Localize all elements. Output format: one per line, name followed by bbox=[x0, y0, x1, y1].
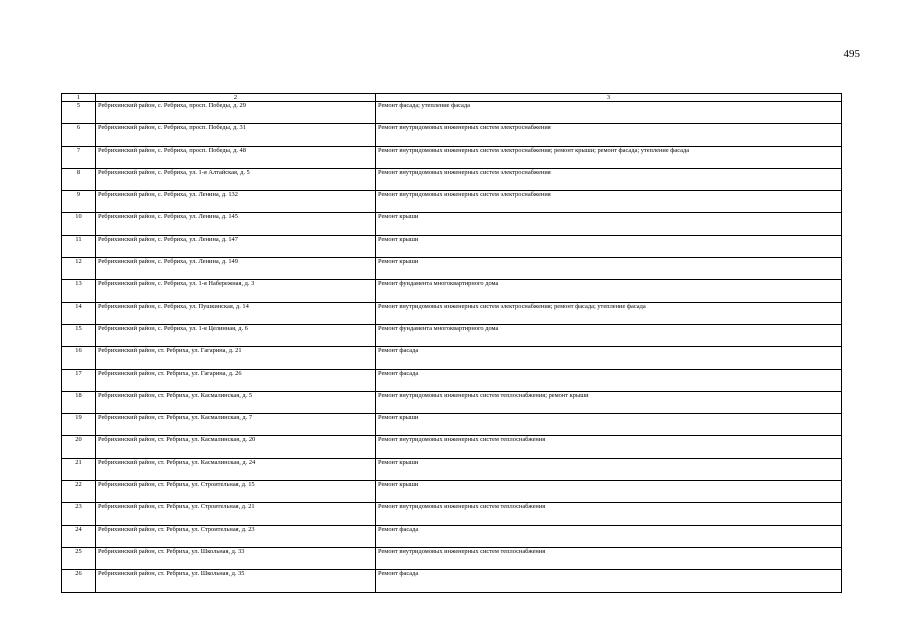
address-cell: Ребрихинский район, с. Ребриха, ул. Ленина, д. 147 bbox=[96, 235, 376, 257]
row-number-cell: 11 bbox=[62, 235, 96, 257]
address-cell: Ребрихинский район, ст. Ребриха, ул. Касмалинская, д. 20 bbox=[96, 436, 376, 458]
address-cell: Ребрихинский район, с. Ребриха, просп. Победы, д. 31 bbox=[96, 124, 376, 146]
address-cell: Ребрихинский район, ст. Ребриха, ул. Строительная, д. 23 bbox=[96, 525, 376, 547]
works-cell: Ремонт внутридомовых инженерных систем электроснабжения bbox=[376, 191, 842, 213]
table-row bbox=[62, 280, 842, 302]
address-cell: Ребрихинский район, ст. Ребриха, ул. Гагарина, д. 26 bbox=[96, 369, 376, 391]
row-number-cell: 20 bbox=[62, 436, 96, 458]
address-cell: Ребрихинский район, с. Ребриха, ул. 1-я Целинная, д. 6 bbox=[96, 324, 376, 346]
row-number-cell: 13 bbox=[62, 280, 96, 302]
table-body bbox=[62, 94, 842, 593]
row-number-cell: 12 bbox=[62, 258, 96, 280]
row-number-cell: 24 bbox=[62, 525, 96, 547]
row-number-cell: 5 bbox=[62, 102, 96, 124]
row-number-cell: 23 bbox=[62, 503, 96, 525]
works-cell: Ремонт внутридомовых инженерных систем теплоснабжения bbox=[376, 436, 842, 458]
works-cell: Ремонт крыши bbox=[376, 213, 842, 235]
row-number-cell: 17 bbox=[62, 369, 96, 391]
table-row bbox=[62, 124, 842, 146]
works-cell: Ремонт фасада bbox=[376, 570, 842, 592]
table-row bbox=[62, 481, 842, 503]
works-cell: Ремонт крыши bbox=[376, 258, 842, 280]
row-number-cell: 18 bbox=[62, 391, 96, 413]
works-cell: Ремонт внутридомовых инженерных систем электроснабжения bbox=[376, 124, 842, 146]
row-number-cell: 15 bbox=[62, 324, 96, 346]
address-cell: Ребрихинский район, с. Ребриха, ул. 1-я Алтайская, д. 5 bbox=[96, 168, 376, 190]
works-cell: Ремонт внутридомовых инженерных систем теплоснабжения; ремонт крыши bbox=[376, 391, 842, 413]
address-cell: Ребрихинский район, ст. Ребриха, ул. Строительная, д. 21 bbox=[96, 503, 376, 525]
column-header-2: 2 bbox=[96, 94, 376, 102]
row-number-cell: 14 bbox=[62, 302, 96, 324]
works-cell: Ремонт фундамента многоквартирного дома bbox=[376, 324, 842, 346]
address-cell: Ребрихинский район, ст. Ребриха, ул. Касмалинская, д. 24 bbox=[96, 458, 376, 480]
table-row bbox=[62, 146, 842, 168]
table-header-row bbox=[62, 94, 842, 102]
row-number-cell: 22 bbox=[62, 481, 96, 503]
works-cell: Ремонт крыши bbox=[376, 414, 842, 436]
address-cell: Ребрихинский район, ст. Ребриха, ул. Строительная, д. 15 bbox=[96, 481, 376, 503]
works-cell: Ремонт фасада bbox=[376, 525, 842, 547]
works-cell: Ремонт крыши bbox=[376, 235, 842, 257]
address-cell: Ребрихинский район, ст. Ребриха, ул. Школьная, д. 35 bbox=[96, 570, 376, 592]
table-row bbox=[62, 102, 842, 124]
address-cell: Ребрихинский район, ст. Ребриха, ул. Касмалинская, д. 7 bbox=[96, 414, 376, 436]
row-number-cell: 10 bbox=[62, 213, 96, 235]
table-row bbox=[62, 570, 842, 592]
works-cell: Ремонт внутридомовых инженерных систем электроснабжения; ремонт фасада; утепление фасада bbox=[376, 302, 842, 324]
works-cell: Ремонт внутридомовых инженерных систем теплоснабжения bbox=[376, 503, 842, 525]
row-number-cell: 6 bbox=[62, 124, 96, 146]
table-row bbox=[62, 235, 842, 257]
works-cell: Ремонт внутридомовых инженерных систем электроснабжения; ремонт крыши; ремонт фасада; утепление фасада bbox=[376, 146, 842, 168]
address-cell: Ребрихинский район, с. Ребриха, ул. Ленина, д. 145 bbox=[96, 213, 376, 235]
table-row bbox=[62, 168, 842, 190]
row-number-cell: 7 bbox=[62, 146, 96, 168]
works-cell: Ремонт фасада; утепление фасада bbox=[376, 102, 842, 124]
row-number-cell: 8 bbox=[62, 168, 96, 190]
column-header-3: 3 bbox=[376, 94, 842, 102]
table-row bbox=[62, 324, 842, 346]
works-cell: Ремонт крыши bbox=[376, 458, 842, 480]
works-cell: Ремонт фасада bbox=[376, 369, 842, 391]
page-number: 495 bbox=[843, 48, 860, 60]
table-row bbox=[62, 458, 842, 480]
table-row bbox=[62, 436, 842, 458]
row-number-cell: 19 bbox=[62, 414, 96, 436]
works-cell: Ремонт крыши bbox=[376, 481, 842, 503]
table-row bbox=[62, 302, 842, 324]
address-cell: Ребрихинский район, с. Ребриха, ул. Ленина, д. 149 bbox=[96, 258, 376, 280]
table-row bbox=[62, 391, 842, 413]
column-header-1: 1 bbox=[62, 94, 96, 102]
row-number-cell: 26 bbox=[62, 570, 96, 592]
table-row bbox=[62, 369, 842, 391]
row-number-cell: 21 bbox=[62, 458, 96, 480]
address-cell: Ребрихинский район, с. Ребриха, ул. Ленина, д. 132 bbox=[96, 191, 376, 213]
works-cell: Ремонт фундамента многоквартирного дома bbox=[376, 280, 842, 302]
table-row bbox=[62, 191, 842, 213]
table-row bbox=[62, 258, 842, 280]
table-row bbox=[62, 213, 842, 235]
table-row bbox=[62, 547, 842, 569]
address-cell: Ребрихинский район, с. Ребриха, ул. 1-я Набережная, д. 3 bbox=[96, 280, 376, 302]
works-cell: Ремонт внутридомовых инженерных систем электроснабжения bbox=[376, 168, 842, 190]
row-number-cell: 9 bbox=[62, 191, 96, 213]
address-cell: Ребрихинский район, с. Ребриха, ул. Пушкинская, д. 14 bbox=[96, 302, 376, 324]
table-row bbox=[62, 347, 842, 369]
works-cell: Ремонт фасада bbox=[376, 347, 842, 369]
table-row bbox=[62, 503, 842, 525]
address-cell: Ребрихинский район, с. Ребриха, просп. Победы, д. 48 bbox=[96, 146, 376, 168]
row-number-cell: 25 bbox=[62, 547, 96, 569]
address-cell: Ребрихинский район, ст. Ребриха, ул. Касмалинская, д. 5 bbox=[96, 391, 376, 413]
address-cell: Ребрихинский район, ст. Ребриха, ул. Школьная, д. 33 bbox=[96, 547, 376, 569]
works-cell: Ремонт внутридомовых инженерных систем теплоснабжения bbox=[376, 547, 842, 569]
table-row bbox=[62, 525, 842, 547]
row-number-cell: 16 bbox=[62, 347, 96, 369]
address-cell: Ребрихинский район, с. Ребриха, просп. Победы, д. 29 bbox=[96, 102, 376, 124]
address-cell: Ребрихинский район, ст. Ребриха, ул. Гагарина, д. 21 bbox=[96, 347, 376, 369]
works-table bbox=[61, 93, 842, 593]
table-row bbox=[62, 414, 842, 436]
